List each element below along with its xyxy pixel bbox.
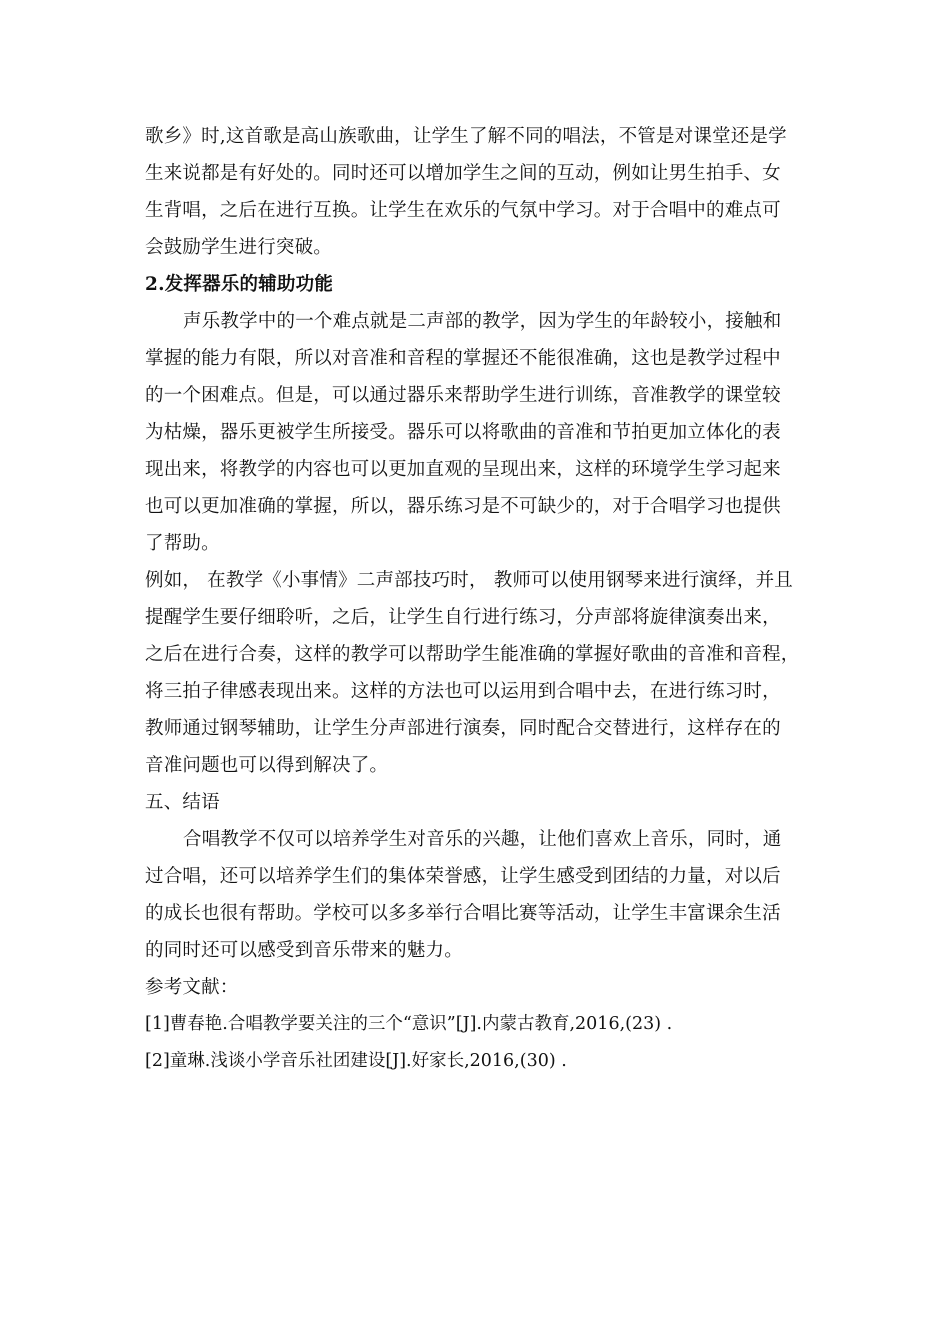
paragraph-line: 也可以更加准确的掌握，所以，器乐练习是不可缺少的，对于合唱学习也提供 — [145, 496, 781, 517]
paragraph-line: 为枯燥，器乐更被学生所接受。器乐可以将歌曲的音准和节拍更加立体化的表 — [145, 422, 781, 443]
section-heading: 五、结语 — [145, 792, 220, 813]
paragraph-line: 合唱教学不仅可以培养学生对音乐的兴趣，让他们喜欢上音乐，同时，通 — [183, 829, 782, 850]
section-heading: 2.发挥器乐的辅助功能 — [145, 274, 334, 295]
paragraph-line: 音准问题也可以得到解决了。 — [145, 755, 389, 776]
paragraph-line: 生背唱，之后在进行互换。让学生在欢乐的气氛中学习。对于合唱中的难点可 — [145, 200, 781, 221]
paragraph-line: 了帮助。 — [145, 533, 220, 554]
paragraph-line: 过合唱，还可以培养学生们的集体荣誉感，让学生感受到团结的力量，对以后 — [145, 866, 781, 887]
paragraph-line: 的成长也很有帮助。学校可以多多举行合唱比赛等活动，让学生丰富课余生活 — [145, 903, 781, 924]
paragraph-line: 现出来，将教学的内容也可以更加直观的呈现出来，这样的环境学生学习起来 — [145, 459, 781, 480]
paragraph-line: 提醒学生要仔细聆听，之后，让学生自行进行练习，分声部将旋律演奏出来， — [145, 607, 781, 628]
paragraph-line: 生来说都是有好处的。同时还可以增加学生之间的互动，例如让男生拍手、女 — [145, 163, 781, 184]
paragraph-line: 的同时还可以感受到音乐带来的魅力。 — [145, 940, 463, 961]
document-body — [145, 118, 825, 1080]
reference-item: [2]童琳.浅谈小学音乐社团建设[J].好家长,2016,(30) . — [145, 1051, 567, 1071]
paragraph-line: 将三拍子律感表现出来。这样的方法也可以运用到合唱中去，在进行练习时， — [145, 681, 781, 702]
paragraph-line: 歌乡》时,这首歌是高山族歌曲，让学生了解不同的唱法，不管是对课堂还是学 — [145, 126, 787, 147]
paragraph-line: 的一个困难点。但是，可以通过器乐来帮助学生进行训练，音准教学的课堂较 — [145, 385, 781, 406]
paragraph-line: 例如， 在教学《小事情》二声部技巧时， 教师可以使用钢琴来进行演绎，并且 — [145, 570, 793, 591]
reference-item: [1]曹春艳.合唱教学要关注的三个“意识”[J].内蒙古教育,2016,(23) . — [145, 1014, 673, 1034]
paragraph-line: 教师通过钢琴辅助，让学生分声部进行演奏，同时配合交替进行，这样存在的 — [145, 718, 781, 739]
references-heading: 参考文献： — [145, 977, 239, 998]
paragraph-line: 掌握的能力有限，所以对音准和音程的掌握还不能很准确，这也是教学过程中 — [145, 348, 781, 369]
paragraph-line: 会鼓励学生进行突破。 — [145, 237, 333, 258]
paragraph-line: 声乐教学中的一个难点就是二声部的教学，因为学生的年龄较小，接触和 — [183, 311, 782, 332]
paragraph-line: 之后在进行合奏，这样的教学可以帮助学生能准确的掌握好歌曲的音准和音程， — [145, 644, 800, 665]
